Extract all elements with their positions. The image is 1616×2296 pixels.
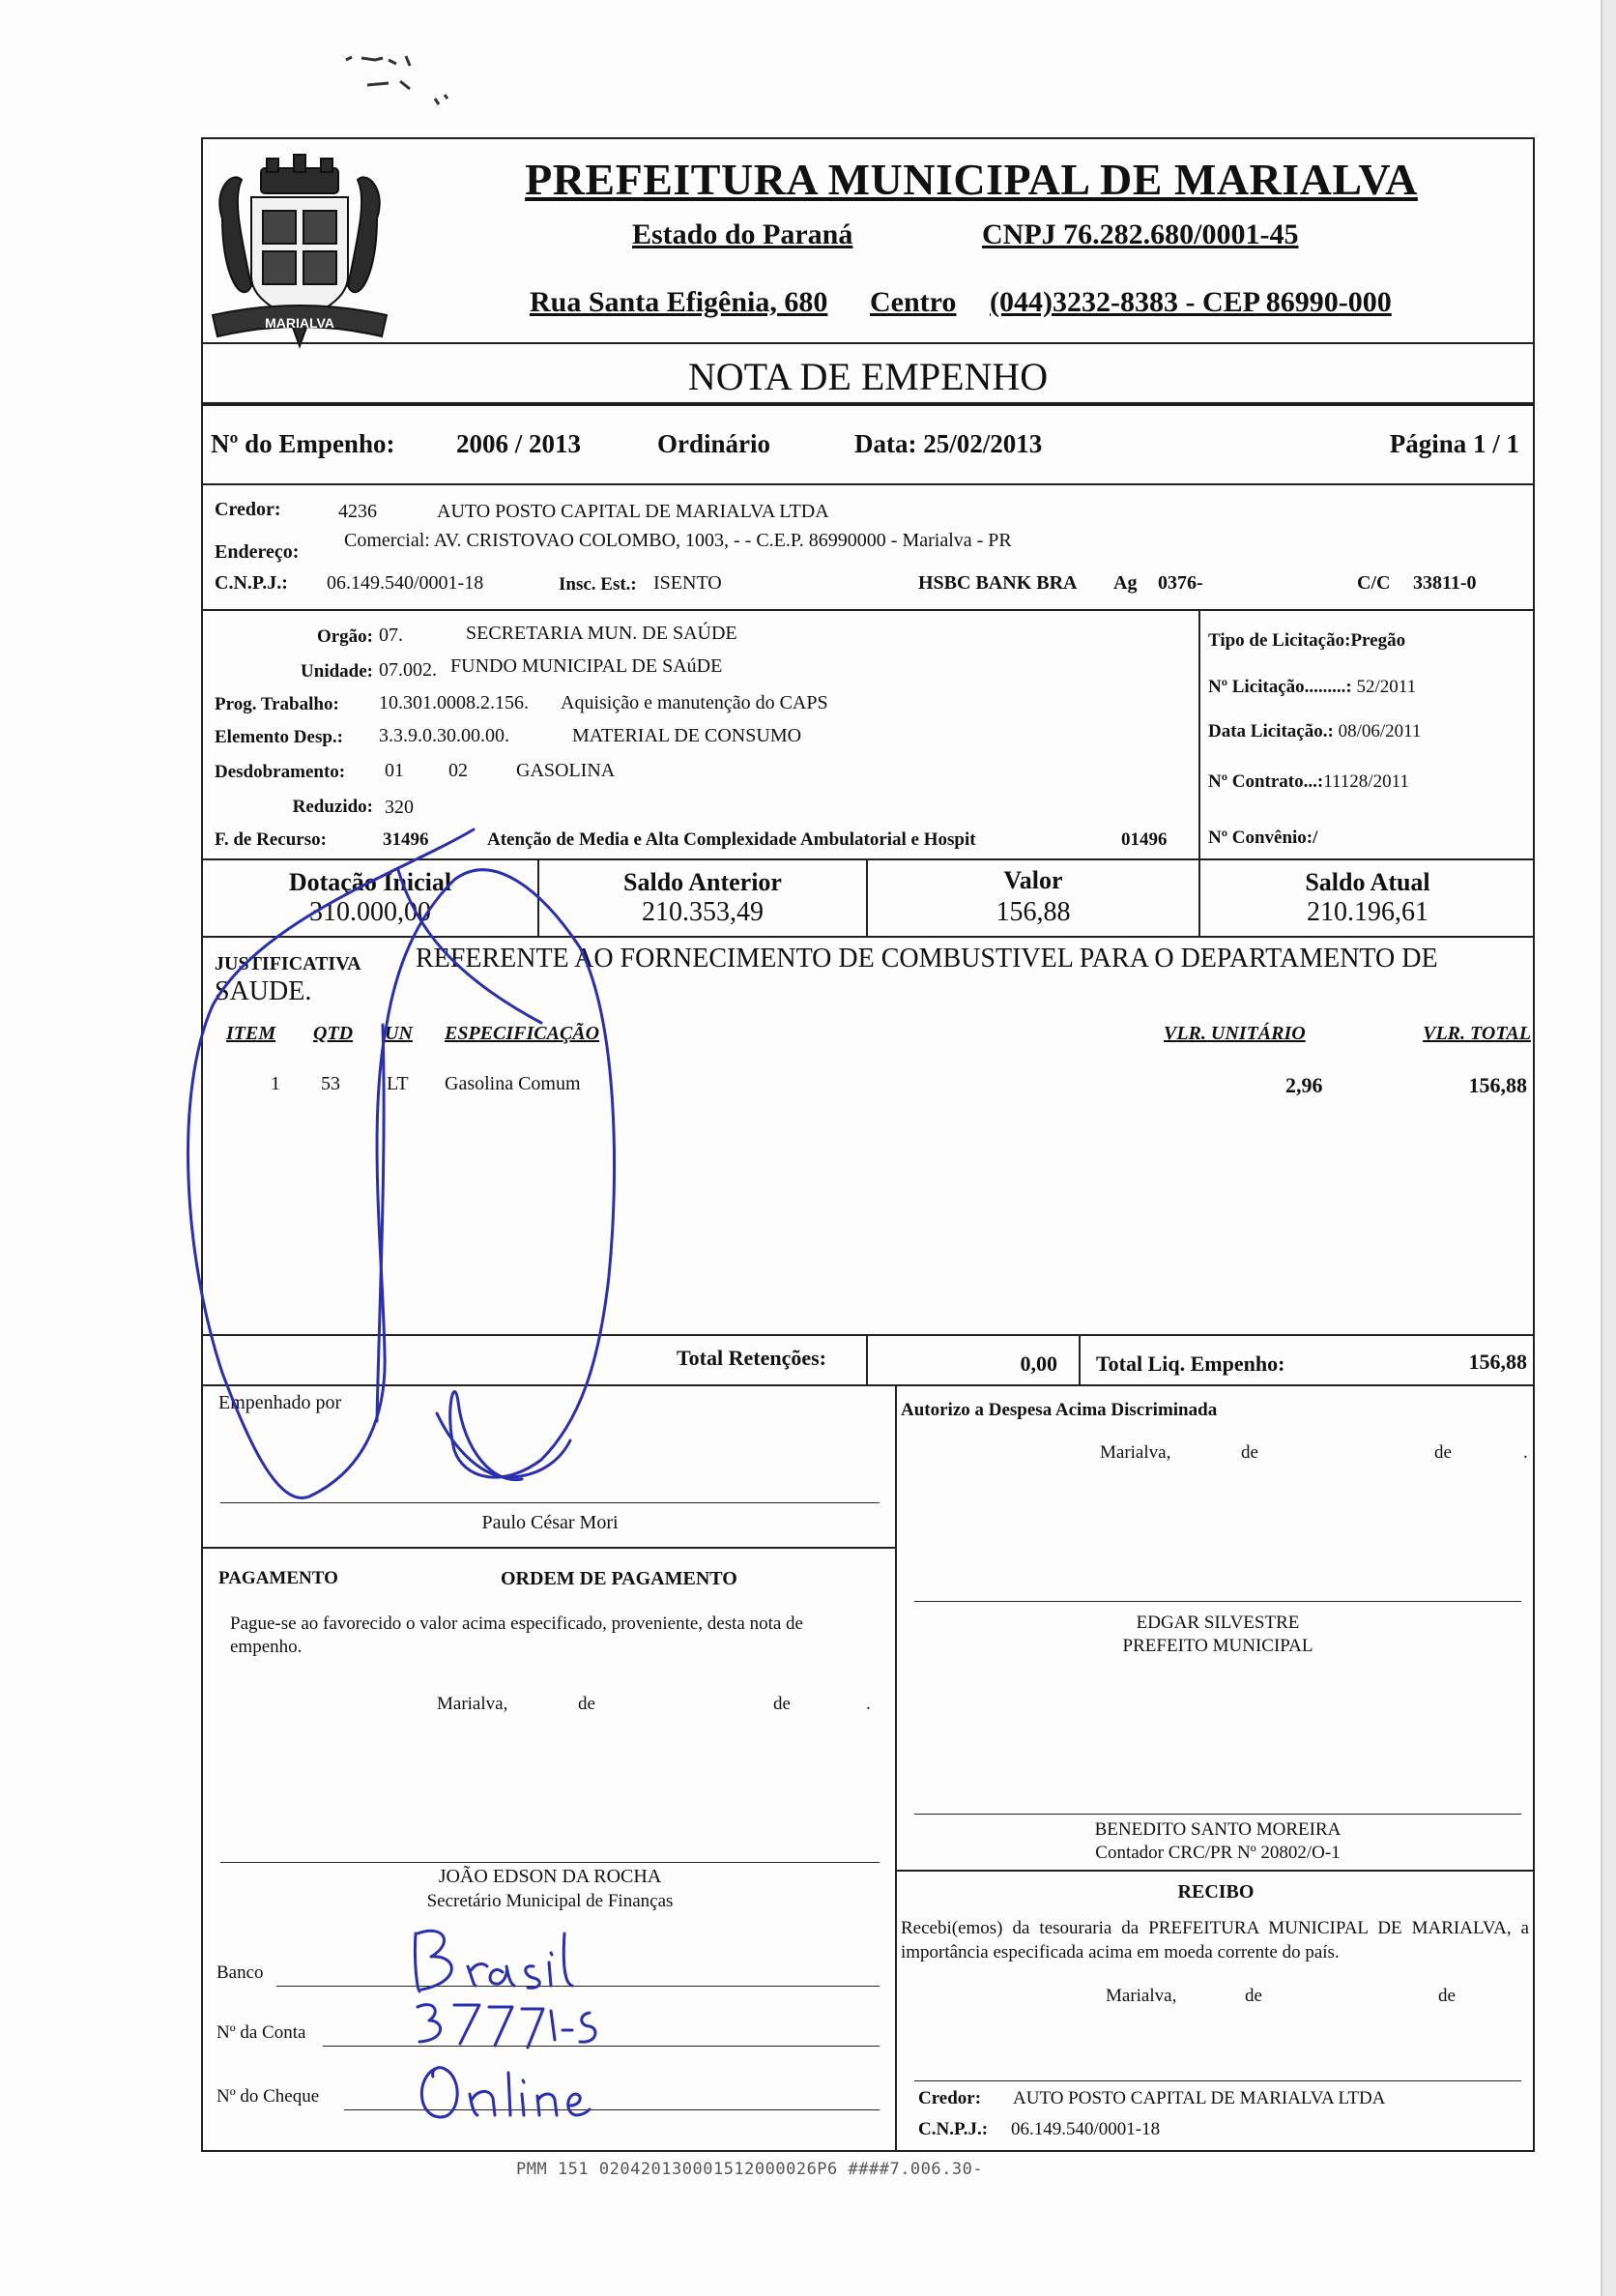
account-field-label: Nº da Conta (216, 2022, 306, 2043)
municipality-title: PREFEITURA MUNICIPAL DE MARIALVA (525, 155, 1418, 204)
payment-de-1: de (578, 1694, 595, 1714)
element-name: MATERIAL DE CONSUMO (572, 725, 802, 746)
empenho-number-label: Nº do Empenho: (211, 429, 395, 458)
authorize-dot: . (1523, 1442, 1528, 1463)
contract-number: 11128/2011 (1323, 771, 1409, 792)
unidade-label: Unidade: (301, 661, 373, 682)
orgao-label: Orgão: (316, 626, 373, 647)
divider (895, 1870, 1535, 1872)
breakdown-label: Desdobramento: (215, 762, 346, 782)
signature-line (914, 1814, 1521, 1815)
retentions-value: 0,00 (1020, 1351, 1057, 1376)
orgao-code: 07. (379, 625, 403, 646)
finance-secretary-name: JOÃO EDSON DA ROCHA (438, 1866, 662, 1887)
divider (201, 858, 1535, 860)
page-number: Página 1 / 1 (1389, 429, 1519, 458)
receipt-cnpj-label: C.N.P.J.: (918, 2119, 989, 2139)
payment-place: Marialva, (437, 1694, 508, 1714)
divider (201, 483, 1535, 485)
payment-dot: . (866, 1694, 871, 1714)
creditor-cnpj-label: C.N.P.J.: (215, 572, 288, 594)
reduced-label: Reduzido: (292, 797, 373, 817)
row-total-value: 156,88 (1468, 1073, 1527, 1097)
doc-title: NOTA DE EMPENHO (687, 355, 1049, 398)
authentication-stamp: PMM 151 020420130001512000026P6 ####7.006.30- (516, 2160, 984, 2179)
state-name: Estado do Paraná (632, 218, 853, 250)
signature-line (220, 1862, 880, 1863)
divider (201, 1547, 895, 1549)
justification-line-1: REFERENTE AO FORNECIMENTO DE COMBUSTIVEL PARA O DEPARTAMENTO DE (416, 944, 1438, 974)
check-field-line (344, 2109, 880, 2110)
state-registration: ISENTO (653, 572, 722, 594)
resource-label: F. de Recurso: (215, 829, 327, 850)
row-qtd: 53 (321, 1073, 340, 1094)
authorize-de-1: de (1241, 1442, 1258, 1463)
creditor-cnpj: 06.149.540/0001-18 (327, 572, 484, 594)
issuer-name: Paulo César Mori (481, 1512, 619, 1533)
bank-field-label: Banco (216, 1962, 264, 1983)
authorize-label: Autorizo a Despesa Acima Discriminada (901, 1400, 1218, 1420)
address-district: Centro (870, 286, 957, 318)
column-qtd: QTD (313, 1023, 354, 1044)
receipt-place: Marialva, (1106, 1986, 1177, 2006)
agreement-label: Nº Convênio:/ (1208, 828, 1318, 848)
signature-line (220, 1502, 880, 1503)
account-label: C/C (1357, 572, 1391, 594)
divider (866, 1334, 868, 1384)
resource-code: 31496 (383, 829, 429, 850)
authorize-place: Marialva, (1100, 1442, 1171, 1463)
current-balance-value: 210.196,61 (1307, 897, 1428, 927)
creditor-name: AUTO POSTO CAPITAL DE MARIALVA LTDA (437, 501, 829, 522)
divider (201, 609, 1535, 611)
column-item: ITEM (226, 1023, 276, 1044)
bid-date: 08/06/2011 (1338, 721, 1422, 741)
divider (201, 402, 1535, 406)
program-label: Prog. Trabalho: (215, 694, 339, 714)
divider (1079, 1334, 1081, 1384)
initial-allocation-value: 310.000,00 (309, 897, 431, 927)
breakdown-code-1: 01 (385, 760, 404, 781)
agency-label: Ag (1113, 572, 1138, 594)
net-empenho-label: Total Liq. Empenho: (1096, 1351, 1285, 1376)
bid-number: 52/2011 (1356, 677, 1417, 697)
scan-edge (1601, 0, 1616, 2296)
divider (895, 1384, 897, 2152)
bid-date-label: Data Licitação.: 08/06/2011 (1208, 721, 1422, 741)
account-field-line (323, 2046, 880, 2047)
justification-line-2: SAUDE. (215, 976, 312, 1006)
current-balance-label: Saldo Atual (1305, 868, 1430, 896)
divider (201, 342, 1535, 344)
breakdown-name: GASOLINA (516, 760, 616, 781)
justification-label: JUSTIFICATIVA (215, 953, 361, 974)
row-unit: LT (387, 1073, 409, 1094)
orgao-name: SECRETARIA MUN. DE SAÚDE (466, 623, 737, 644)
municipality-cnpj: CNPJ 76.282.680/0001-45 (982, 218, 1299, 250)
receipt-creditor-name: AUTO POSTO CAPITAL DE MARIALVA LTDA (1013, 2088, 1386, 2108)
contract-label: Nº Contrato...:11128/2011 (1208, 771, 1409, 792)
element-code: 3.3.9.0.30.00.00. (379, 725, 509, 746)
signature-line (914, 1601, 1521, 1602)
mayor-role: PREFEITO MUNICIPAL (1122, 1636, 1313, 1656)
receipt-title: RECIBO (1177, 1881, 1255, 1903)
bank-name: HSBC BANK BRA (918, 572, 1078, 594)
empenho-type: Ordinário (657, 429, 771, 458)
empenho-number: 2006 / 2013 (456, 429, 582, 458)
element-label: Elemento Desp.: (215, 727, 343, 747)
receipt-text: Recebi(emos) da tesouraria da PREFEITURA MUNICIPAL DE MARIALVA, a importância especificada acima em moeda corrente do país. (901, 1918, 1529, 1962)
divider (201, 936, 1535, 938)
accountant-role: Contador CRC/PR Nº 20802/O-1 (1095, 1843, 1341, 1863)
column-unit: UN (385, 1023, 413, 1044)
resource-code-2: 01496 (1121, 829, 1168, 850)
divider (1198, 609, 1200, 858)
breakdown-code-2: 02 (448, 760, 468, 781)
state-registration-label: Insc. Est.: (559, 574, 637, 595)
value-amount: 156,88 (996, 897, 1071, 927)
payment-label: PAGAMENTO (218, 1568, 338, 1588)
check-field-label: Nº do Cheque (216, 2086, 320, 2107)
signature-line (914, 2080, 1521, 2081)
payment-de-2: de (773, 1694, 791, 1714)
account-number: 33811-0 (1413, 572, 1477, 594)
row-specification: Gasolina Comum (445, 1073, 581, 1094)
accountant-name: BENEDITO SANTO MOREIRA (1094, 1819, 1342, 1840)
issued-by-label: Empenhado por (218, 1392, 342, 1413)
column-specification: ESPECIFICAÇÃO (445, 1023, 600, 1044)
column-unit-value: VLR. UNITÁRIO (1164, 1023, 1306, 1044)
payment-order-text: Pague-se ao favorecido o valor acima especificado, proveniente, desta nota de empenho. (230, 1613, 803, 1657)
column-total-value: VLR. TOTAL (1423, 1023, 1531, 1044)
resource-name: Atenção de Media e Alta Complexidade Ambulatorial e Hospit (487, 829, 976, 850)
divider (201, 1334, 1535, 1336)
initial-allocation-label: Dotação Inicial (288, 868, 452, 896)
bid-type: Pregão (1350, 630, 1406, 651)
mayor-name: EDGAR SILVESTRE (1136, 1613, 1300, 1633)
receipt-de-2: de (1438, 1986, 1456, 2006)
receipt-cnpj: 06.149.540/0001-18 (1011, 2119, 1161, 2139)
program-name: Aquisição e manutenção do CAPS (561, 692, 828, 713)
payment-order-title: ORDEM DE PAGAMENTO (501, 1568, 737, 1589)
crest-banner-text: MARIALVA (265, 315, 334, 331)
address-street: Rua Santa Efigênia, 680 (530, 286, 828, 318)
receipt-creditor-label: Credor: (918, 2088, 982, 2108)
stray-marks (338, 39, 503, 126)
bid-number-label: Nº Licitação.........: 52/2011 (1208, 677, 1417, 697)
creditor-address: Comercial: AV. CRISTOVAO COLOMBO, 1003, - - C.E.P. 86990000 - Marialva - PR (344, 530, 1012, 551)
creditor-code: 4236 (338, 501, 377, 522)
receipt-de-1: de (1245, 1986, 1262, 2006)
bid-type-label: Tipo de Licitação:Pregão (1208, 630, 1406, 651)
divider (201, 1384, 1535, 1386)
bank-field-line (276, 1986, 880, 1987)
address-phone-cep: (044)3232-8383 - CEP 86990-000 (990, 286, 1392, 318)
row-item: 1 (271, 1073, 280, 1094)
creditor-label: Credor: (215, 499, 281, 520)
program-code: 10.301.0008.2.156. (379, 692, 529, 713)
value-label: Valor (1003, 866, 1063, 894)
row-unit-value: 2,96 (1285, 1073, 1323, 1097)
agency-number: 0376- (1158, 572, 1203, 594)
previous-balance-label: Saldo Anterior (623, 868, 782, 896)
net-empenho-value: 156,88 (1468, 1350, 1527, 1374)
municipal-crest-icon (203, 151, 396, 352)
address-label: Endereço: (215, 541, 300, 563)
reduced-code: 320 (385, 797, 414, 818)
previous-balance-value: 210.353,49 (642, 897, 764, 927)
finance-secretary-role: Secretário Municipal de Finanças (426, 1891, 674, 1911)
retentions-label: Total Retenções: (677, 1346, 826, 1370)
unidade-code: 07.002. (379, 659, 437, 681)
unidade-name: FUNDO MUNICIPAL DE SAúDE (450, 655, 723, 677)
empenho-date: Data: 25/02/2013 (854, 429, 1043, 458)
authorize-de-2: de (1434, 1442, 1452, 1463)
